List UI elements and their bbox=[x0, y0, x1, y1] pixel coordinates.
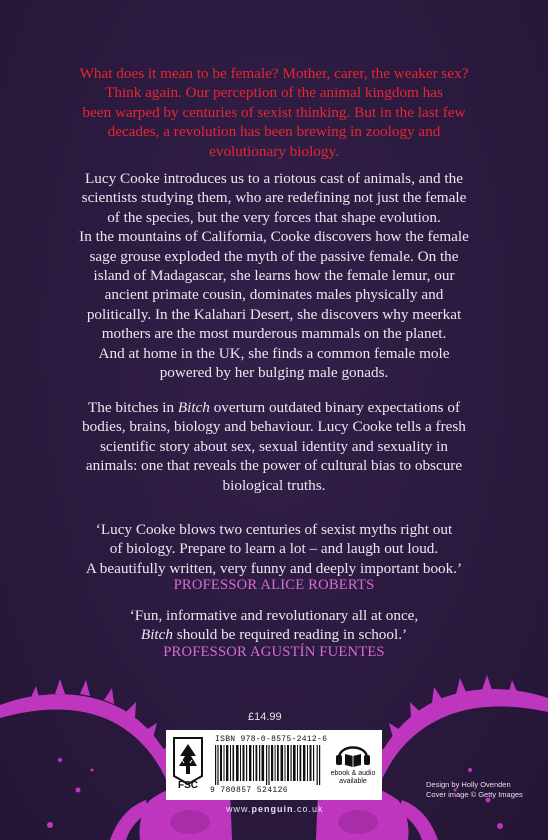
synopsis-paragraph bbox=[24, 169, 524, 382]
synopsis-line: ancient primate cousin, dominates males physically and bbox=[104, 286, 444, 304]
barcode-icon bbox=[215, 745, 321, 785]
barcode-number: 9 780857 524126 bbox=[210, 786, 289, 795]
synopsis-line: In the mountains of California, Cooke discovers how the female bbox=[79, 228, 469, 246]
synopsis-line: mothers are the most murderous mammals on the planet. bbox=[101, 325, 447, 343]
quote-2-attribution: PROFESSOR AGUSTÍN FUENTES bbox=[163, 644, 385, 660]
price-label: £14.99 bbox=[248, 711, 282, 723]
synopsis-line: sage grouse exploded the myth of the passive female. On the bbox=[89, 247, 459, 265]
summary-line: bodies, brains, biology and behaviour. Lucy Cooke tells a fresh bbox=[82, 418, 466, 436]
intro-line: been warped by centuries of sexist thinking. But in the last few bbox=[82, 103, 466, 121]
summary-line: biological truths. bbox=[222, 476, 326, 494]
synopsis-line: Lucy Cooke introduces us to a riotous cast of animals, and the bbox=[85, 170, 463, 187]
summary-line: animals: one that reveals the power of cultural bias to obscure bbox=[85, 457, 463, 475]
quote-line bbox=[24, 625, 524, 644]
intro-line: evolutionary biology. bbox=[209, 142, 339, 160]
summary-text: overturn outdated binary expectations of bbox=[209, 399, 460, 416]
website-prefix: www. bbox=[226, 804, 252, 814]
ebook-headphones-icon bbox=[331, 738, 375, 768]
website-suffix: .co.uk bbox=[293, 804, 324, 814]
fsc-label: FSC bbox=[178, 780, 198, 791]
synopsis-line: powered by her bulging male gonads. bbox=[159, 364, 389, 382]
summary-text: The bitches in bbox=[88, 399, 178, 416]
quote-line: of biology. Prepare to learn a lot – and laugh out loud. bbox=[109, 540, 439, 558]
intro-line: What does it mean to be female? Mother, carer, the weaker sex? bbox=[79, 65, 469, 82]
synopsis-line: politically. In the Kalahari Desert, she discovers why meerkat bbox=[86, 305, 462, 323]
book-title-italic: Bitch bbox=[177, 399, 210, 416]
ebook-audio-label bbox=[324, 770, 382, 786]
synopsis-line: scientists studying them, who are redefining not just the female bbox=[81, 189, 467, 207]
cover-credits bbox=[426, 780, 546, 800]
summary-paragraph bbox=[24, 398, 524, 495]
quote-text: should be required reading in school.’ bbox=[172, 626, 408, 644]
summary-line bbox=[24, 398, 524, 417]
summary-line: scientific story about sex, sexual identity and sexuality in bbox=[100, 437, 448, 455]
review-quote-1 bbox=[24, 520, 524, 578]
ebook-label-line: available bbox=[339, 778, 367, 785]
publisher-website bbox=[226, 804, 324, 814]
design-credit: Design by Holly Ovenden bbox=[426, 780, 511, 789]
intro-line: Think again. Our perception of the animal kingdom has bbox=[105, 84, 443, 102]
barcode-panel bbox=[166, 730, 382, 800]
review-quote-2 bbox=[24, 606, 524, 645]
ebook-label-line: ebook & audio bbox=[330, 770, 376, 777]
image-credit: Cover image © Getty Images bbox=[426, 790, 523, 799]
book-title-italic: Bitch bbox=[140, 626, 173, 644]
synopsis-line: of the species, but the very forces that shape evolution. bbox=[107, 208, 441, 226]
synopsis-line: island of Madagascar, she learns how the female lemur, our bbox=[93, 267, 455, 285]
quote-line: ‘Lucy Cooke blows two centuries of sexist myths right out bbox=[95, 521, 453, 538]
intro-line: decades, a revolution has been brewing in zoology and bbox=[107, 123, 441, 141]
quote-1-attribution: PROFESSOR ALICE ROBERTS bbox=[173, 577, 375, 593]
quote-line: A beautifully written, very funny and deeply important book.’ bbox=[85, 559, 463, 577]
isbn-label: ISBN 978-0-8575-2412-6 bbox=[215, 735, 328, 744]
intro-paragraph bbox=[24, 64, 524, 161]
quote-line: ‘Fun, informative and revolutionary all at once, bbox=[129, 607, 419, 624]
synopsis-line: And at home in the UK, she finds a common female mole bbox=[98, 344, 450, 362]
website-bold: penguin bbox=[251, 804, 294, 814]
